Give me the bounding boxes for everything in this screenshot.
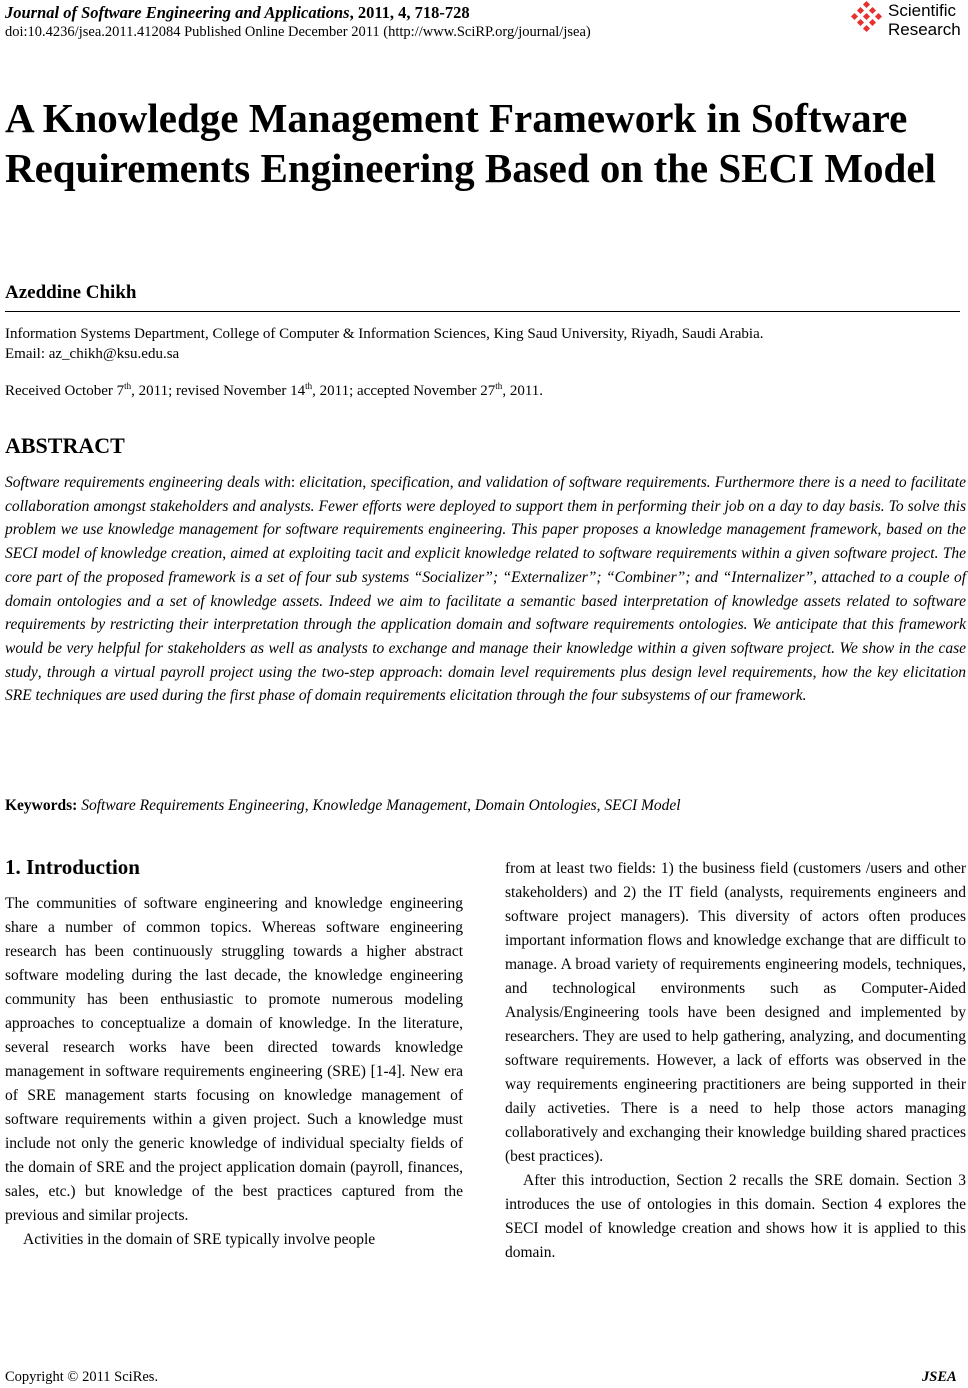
abstract-part: based on the SECI model of knowledge creation [5,521,966,563]
section-heading: 1. Introduction [5,855,140,879]
journal-abbreviation: JSEA [922,1369,957,1385]
abstract-part: specification [370,474,450,491]
paragraph: After this introduction, Section 2 recalls the SRE domain. Section 3 introduces the use of ontologies in this domain. Section 4 explores the SECI model of knowledge creation and shows how it is applied to this domain. [505,1172,966,1261]
keyword: SECI Model [604,797,681,814]
abstract-part: elicitation [299,474,363,491]
keywords-label: Keywords [5,797,73,814]
logo-diamond-icon [850,0,886,40]
divider [5,311,960,312]
abstract-body: Software requirements engineering deals with: elicitation, specification, and validation of software requirements. Furthermore there is a need to facilitate collaboration amongst stakeholders and analysts. Fewer efforts were deployed to support them in performing their job on a day to day basis. To solve this problem we use knowledge management for software requirements engineering. This paper proposes a knowledge management framework, based on the SECI model of knowledge creation, aimed at exploiting tacit and explicit knowledge related to software requirements within a given software project. The core part of the proposed framework is a set of four sub systems “Socializer”; “Externalizer”; “Combiner”; and “Internalizer”, attached to a couple of domain ontologies and a set of knowledge assets. Indeed we aim to facilitate a semantic based interpretation of knowledge assets related to software requirements by restricting their interpretation through the application domain and software requirements ontologies. We anticipate that this framework would be very helpful for stakeholders as well as analysts to exchange and manage their knowledge within a given software project. We show in the case study, through a virtual payroll project using the two-step approach: domain level requirements plus design level requirements, how the key elicitation SRE techniques are used during the first phase of domain requirements elicitation through the four subsystems of our framework. [5,474,967,705]
right-column [505,857,966,1265]
abstract-part: and validation of software requirements. Furthermore there is a need to facilitate collaboration amongst stakeholders and analysts. Fewer efforts were deployed to support them in performing their job on a day to day basis. To solve this problem we use knowledge management for software requirements engineering. This paper proposes a knowledge management framework [5,474,966,539]
paragraph: Activities in the domain of SRE typically involve people [23,1231,376,1248]
scientific-research-logo [850,0,968,42]
received-sup: th [124,381,132,391]
journal-name: Journal of Software Engineering and Applications [5,3,350,22]
author-name: Azeddine Chikh [5,282,137,303]
paper-title: A Knowledge Management Framework in Software Requirements Engineering Based on the SECI Model [5,95,936,191]
logo-line-2: Research [888,20,961,39]
received-date: Received October 7 [5,383,125,399]
dates-end: , 2011. [502,383,544,399]
keywords: Keywords: Software Requirements Engineering, Knowledge Management, Domain Ontologies, SECI Model [5,797,681,814]
abstract-part: Software requirements engineering deals with [5,474,291,491]
abstract-part: through a virtual payroll project using the two-step approach [46,663,439,681]
abstract-part: domain level requirements plus design level requirements [448,663,813,681]
email-text: Email: az_chikh@ksu.edu.sa [5,346,180,362]
keyword: Software Requirements Engineering [81,797,305,814]
accepted-sup: th [495,381,503,391]
journal-volume-pages: , 2011, 4, 718-728 [349,3,470,22]
abstract-part: how the key elicitation SRE techniques are used during the first phase of domain requirements elicitation through the four subsystems of our framework. [5,663,967,705]
keyword: Knowledge Management [312,797,468,814]
revised-date: , 2011; revised November 14 [131,383,306,399]
abstract-heading: ABSTRACT [5,433,125,458]
paragraph: from at least two fields: 1) the business field (customers /users and other stakeholders) and 2) the IT field (analysts, requirements engineers and software project managers). This diversity of actors often produces important information flows and knowledge exchange that are difficult to manage. A broad variety of requirements engineering models, techniques, and technological environments such as Computer-Aided Analysis/Engineering tools have been designed and implemented by researchers. They are used to help gathering, analyzing, and documenting software requirements. However, a lack of efforts was observed in the way requirements engineering practitioners are being supported in their daily activeties. There is a need to help those actors managing collaboratively and exchanging their knowledge building shared practices (best practices). [505,860,966,1165]
accepted-date: , 2011; accepted November 27 [312,383,496,399]
logo-line-1: Scientific [888,1,957,20]
revised-sup: th [305,381,313,391]
affiliation-text: Information Systems Department, College of Computer & Information Sciences, King Saud University, Riyadh, Saudi Arabia. [5,326,764,342]
journal-citation [5,3,470,23]
paragraph: The communities of software engineering and knowledge engineering share a number of common topics. Whereas software engineering research has been continuously struggling towards a higher abstract software modeling during the last decade, the knowledge engineering community has been enthusiastic to promote numerous modeling approaches to conceptualize a domain of knowledge. In the literature, several research works have been directed towards knowledge management in software requirements engineering (SRE) [1-4]. New era of SRE management starts focusing on knowledge management of software requirements within a given project. Such a knowledge must include not only the generic knowledge of individual specialty fields of the domain of SRE and the project application domain (payroll, finances, sales, etc.) but knowledge of the best practices captured from the previous and similar projects. [5,895,463,1224]
abstract-part: aimed at exploiting tacit and explicit knowledge related to software requirements within a given software project. The core part of the proposed framework is a set of four sub systems “Socializer”; “Externalizer”; “Combiner”; and “Internalizer”, attached to a couple of domain ontologies and a set of knowledge assets. Indeed we aim to facilitate a semantic based interpretation of knowledge assets related to software requirements by restricting their interpretation through the application domain and software requirements ontologies. We anticipate that this framework would be very helpful for stakeholders as well as analysts to exchange and manage their knowledge within a given software project. We show in the case study [5,545,967,681]
keyword: Domain Ontologies [474,797,597,814]
copyright-footer: Copyright © 2011 SciRes. [5,1369,159,1385]
doi-line: doi:10.4236/jsea.2011.412084 Published Online December 2011 (http://www.SciRP.org/journal/jsea) [5,24,591,40]
article-dates [5,383,543,400]
affiliation [5,324,763,364]
left-column [5,892,463,1252]
